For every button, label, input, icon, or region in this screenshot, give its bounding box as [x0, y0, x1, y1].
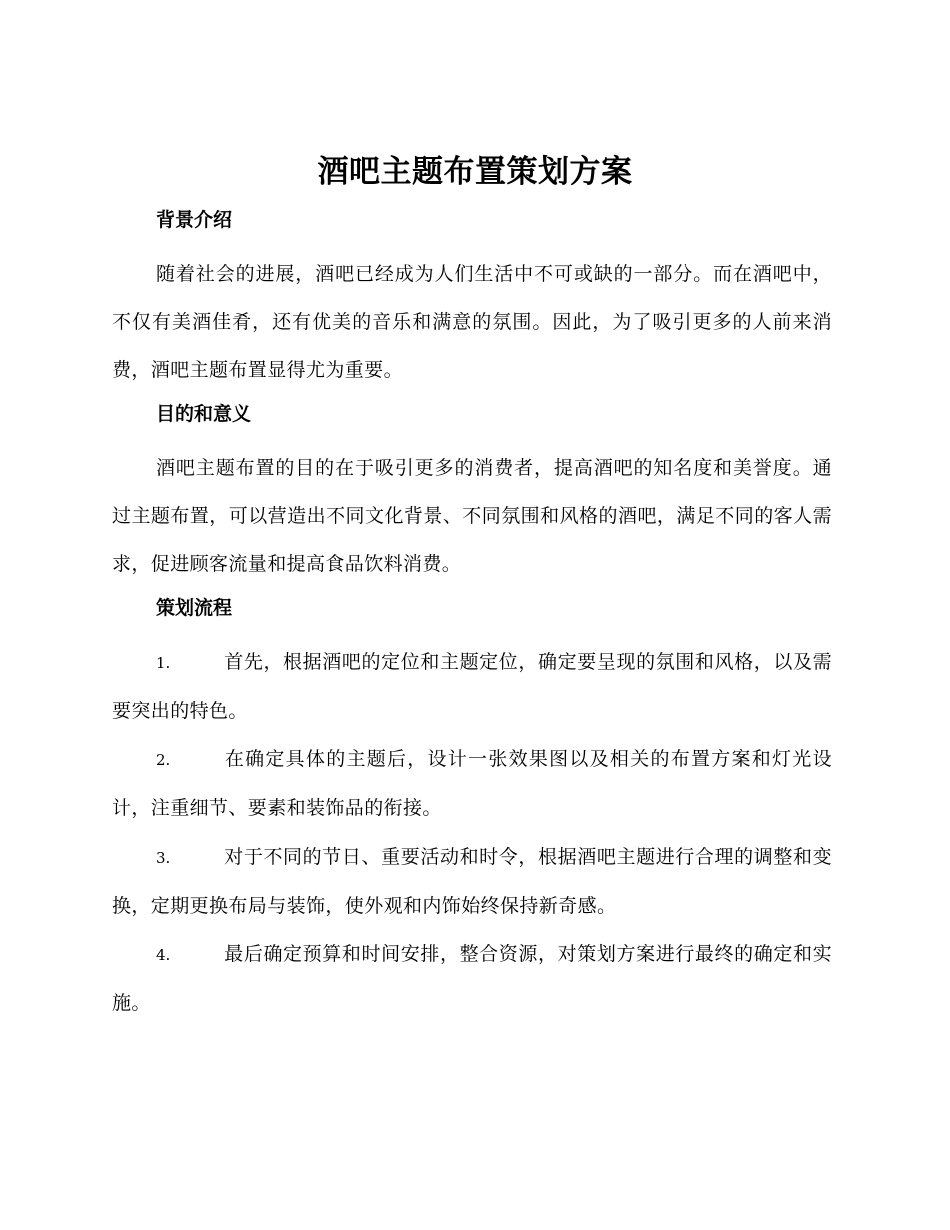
step-text: 在确定具体的主题后，设计一张效果图以及相关的布置方案和灯光设计，注重细节、要素和装饰品的衔接。: [112, 748, 832, 819]
paragraph-background: 随着社会的进展，酒吧已经成为人们生活中不可或缺的一部分。而在酒吧中，不仅有美酒佳肴，还有优美的音乐和满意的氛围。因此，为了吸引更多的人前来消费，酒吧主题布置显得尤为重要。: [112, 263, 832, 381]
step-text: 首先，根据酒吧的定位和主题定位，确定要呈现的氛围和风格，以及需要突出的特色。: [112, 651, 832, 722]
process-step-1: [112, 638, 832, 735]
section-heading-purpose: 目的和意义: [156, 403, 252, 425]
paragraph-purpose: 酒吧主题布置的目的在于吸引更多的消费者，提高酒吧的知名度和美誉度。通过主题布置，可以营造出不同文化背景、不同氛围和风格的酒吧，满足不同的客人需求，促进顾客流量和提高食品饮料消费。: [112, 457, 832, 575]
step-text: 最后确定预算和时间安排，整合资源，对策划方案进行最终的确定和实施。: [112, 943, 832, 1014]
section-heading-background: 背景介绍: [156, 209, 233, 231]
process-step-4: [112, 930, 832, 1027]
process-step-2: [112, 735, 832, 832]
step-text: 对于不同的节日、重要活动和时令，根据酒吧主题进行合理的调整和变换，定期更换布局与装饰，使外观和内饰始终保持新奇感。: [112, 846, 832, 917]
step-number: 1.: [156, 654, 171, 672]
step-number: 4.: [156, 946, 171, 964]
step-number: 3.: [156, 849, 171, 867]
document-title: 酒吧主题布置策划方案: [317, 154, 633, 190]
process-step-3: [112, 833, 832, 930]
step-number: 2.: [156, 751, 171, 769]
section-heading-process: 策划流程: [156, 597, 233, 619]
